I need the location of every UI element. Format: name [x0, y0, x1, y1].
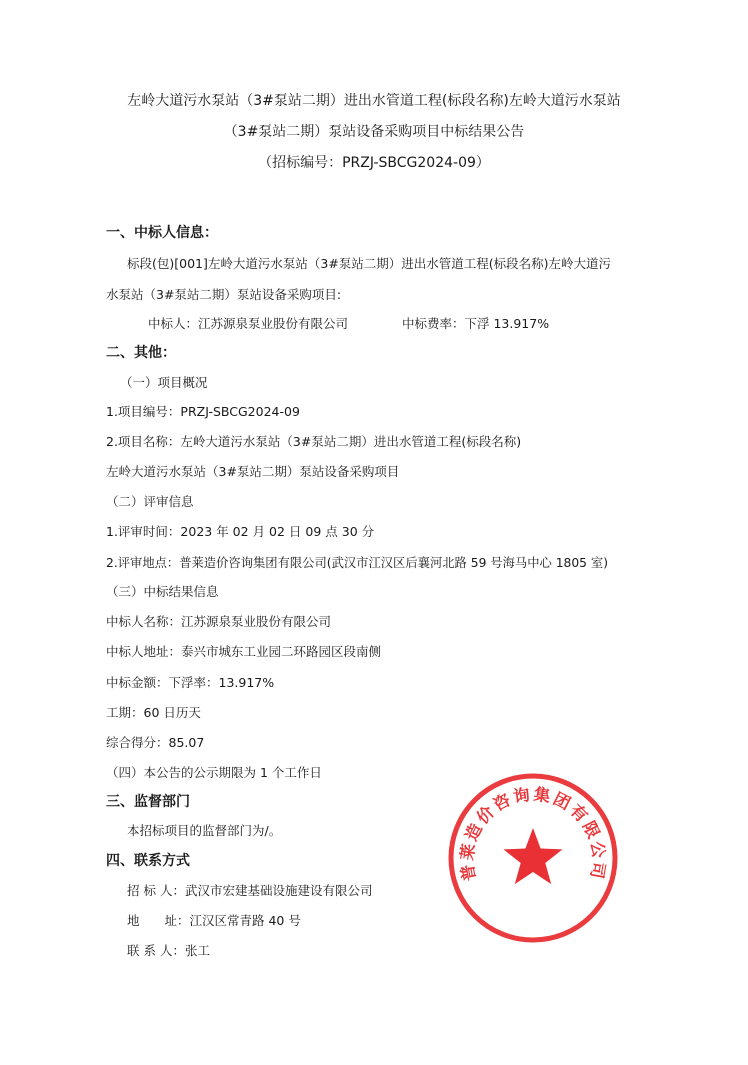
subsection-3: （三）中标结果信息	[106, 584, 219, 599]
project-name-line-2: 左岭大道污水泵站（3#泵站二期）泵站设备采购项目	[106, 464, 400, 479]
review-time: 1.评审时间：2023 年 02 月 02 日 09 点 30 分	[106, 524, 375, 539]
project-number: 1.项目编号：PRZJ-SBCG2024-09	[106, 404, 300, 419]
supervision-text: 本招标项目的监督部门为/。	[127, 823, 282, 838]
tenderer-address: 地 址：江汉区常青路 40 号	[127, 913, 301, 928]
winner-name: 中标人名称：江苏源泉泵业股份有限公司	[106, 614, 332, 629]
project-name-line-1: 2.项目名称：左岭大道污水泵站（3#泵站二期）进出水管道工程(标段名称)	[106, 434, 522, 449]
winning-amount: 中标金额：下浮率：13.917%	[106, 675, 275, 690]
seal-text: 普莱造价咨询集团有限公司	[457, 784, 609, 883]
work-period: 工期：60 日历天	[106, 705, 201, 720]
review-place: 2.评审地点：普莱造价咨询集团有限公司(武汉市江汉区后襄河北路 59 号海马中心 1805 室)	[106, 556, 608, 570]
subsection-4: （四）本公告的公示期限为 1 个工作日	[106, 765, 322, 780]
section-1-para-line-2: 水泵站（3#泵站二期）泵站设备采购项目:	[106, 287, 342, 302]
subsection-1: （一）项目概况	[120, 375, 208, 390]
star-icon	[504, 828, 563, 884]
title-line-3: （招标编号：PRZJ-SBCG2024-09）	[258, 155, 490, 171]
title-line-2: （3#泵站二期）泵站设备采购项目中标结果公告	[223, 124, 525, 140]
subsection-2: （二）评审信息	[106, 494, 194, 509]
section-1-heading: 一、中标人信息：	[106, 225, 218, 241]
winner-rate: 中标费率：下浮 13.917%	[402, 316, 550, 331]
section-1-para-line-1: 标段(包)[001]左岭大道污水泵站（3#泵站二期）进出水管道工程(标段名称)左岭大道污	[127, 256, 612, 271]
winner-address: 中标人地址：泰兴市城东工业园二环路园区段南侧	[106, 644, 382, 659]
overall-score: 综合得分：85.07	[106, 735, 205, 750]
tenderer: 招 标 人：武汉市宏建基础设施建设有限公司	[127, 883, 373, 898]
company-seal	[447, 772, 619, 944]
contact-person: 联 系 人：张工	[127, 943, 210, 958]
winner-label: 中标人：江苏源泉泵业股份有限公司	[148, 316, 349, 331]
section-4-heading: 四、联系方式	[106, 853, 190, 869]
title-line-1: 左岭大道污水泵站（3#泵站二期）进出水管道工程(标段名称)左岭大道污水泵站	[127, 93, 621, 109]
section-2-heading: 二、其他：	[106, 345, 176, 361]
section-3-heading: 三、监督部门	[106, 794, 190, 810]
